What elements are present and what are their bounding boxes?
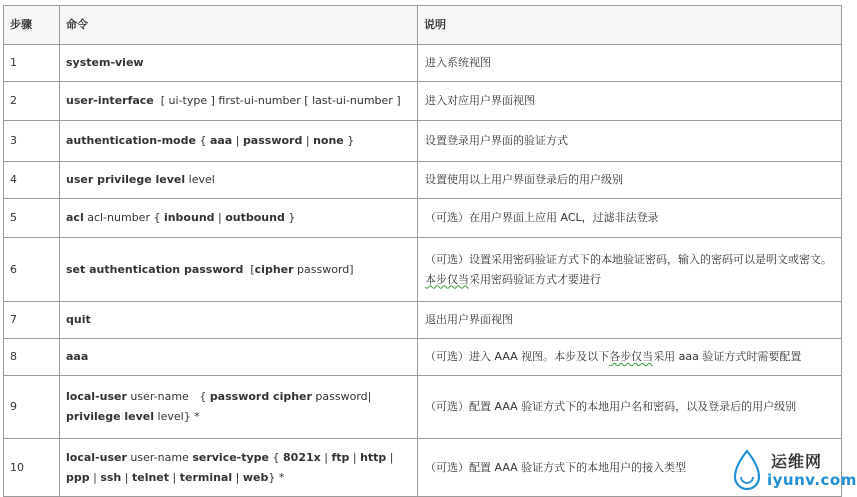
command-argument: user-name { [126, 390, 210, 403]
command-argument: } * [268, 470, 285, 484]
description-text: （可选）设置采用密码验证方式下的本地验证密码，输入的密码可以是明文或密文。 [425, 252, 832, 266]
command-argument: } [343, 134, 355, 147]
description-cell: 设置登录用户界面的验证方式 [418, 121, 842, 162]
command-keyword: inbound [163, 211, 215, 224]
watermark-text-cn: 运维网 [771, 452, 823, 471]
command-keyword: http [360, 450, 387, 464]
command-argument: | [349, 450, 361, 464]
command-keyword: ssh [100, 470, 122, 484]
table-row [4, 199, 842, 238]
command-keyword: 8021x [283, 450, 321, 464]
command-argument: | [302, 134, 314, 147]
step-cell: 3 [4, 121, 60, 162]
command-cell [60, 162, 418, 199]
description-cell: 设置使用以上用户界面登录后的用户级别 [418, 162, 842, 199]
command-keyword: ppp [66, 470, 90, 484]
description-text: （可选）进入 AAA 视图。本步及以下 [425, 350, 610, 363]
table-row [4, 376, 842, 439]
command-argument: | [232, 470, 243, 484]
description-cell: 进入对应用户界面视图 [418, 82, 842, 121]
command-keyword: none [313, 134, 344, 147]
command-cell [60, 376, 418, 439]
command-cell [60, 439, 418, 497]
command-keyword: authentication-mode [66, 134, 196, 147]
command-keyword: password [242, 134, 303, 147]
command-keyword: aaa [66, 350, 89, 363]
step-cell: 9 [4, 376, 60, 439]
description-text: 采用 aaa 验证方式时需要配置 [653, 350, 802, 363]
command-argument: | [386, 450, 397, 464]
table-row [4, 302, 842, 339]
command-argument: | [121, 470, 132, 484]
step-cell: 10 [4, 439, 60, 497]
command-argument: password| [311, 390, 375, 403]
command-keyword: user privilege level [66, 173, 186, 186]
command-argument: user-name [126, 450, 193, 464]
description-cell: 退出用户界面视图 [418, 302, 842, 339]
table-row [4, 162, 842, 199]
description-cell: 进入系统视图 [418, 45, 842, 82]
table-row [4, 439, 842, 497]
header-step: 步骤 [4, 6, 60, 45]
description-cell: （可选）配置 AAA 验证方式下的本地用户名和密码，以及登录后的用户级别 [418, 376, 842, 439]
command-argument: | [169, 470, 180, 484]
table-header-row [4, 6, 842, 45]
description-text: 本步仅当 [425, 272, 469, 286]
description-cell: （可选）配置 AAA 验证方式下的本地用户的接入类型 [418, 439, 842, 497]
command-keyword: aaa [209, 134, 233, 147]
command-argument: | [214, 211, 226, 224]
step-cell: 1 [4, 45, 60, 82]
description-text: 采用密码验证方式才要进行 [469, 272, 601, 286]
table-row [4, 238, 842, 302]
header-description: 说明 [418, 6, 842, 45]
command-keyword: system-view [66, 56, 144, 69]
command-keyword: user-interface [66, 94, 154, 107]
command-argument: | [89, 470, 101, 484]
command-keyword: cipher [254, 262, 294, 276]
command-keyword: privilege level [66, 410, 155, 423]
command-keyword: ftp [331, 450, 350, 464]
command-keyword: set authentication password [66, 262, 244, 276]
table-row [4, 121, 842, 162]
command-argument: acl-number { [83, 211, 164, 224]
command-argument: password] [293, 262, 354, 276]
step-cell: 6 [4, 238, 60, 302]
table-row [4, 339, 842, 376]
table-row [4, 82, 842, 121]
header-command: 命令 [60, 6, 418, 45]
command-table [3, 5, 842, 497]
command-keyword: telnet [131, 470, 170, 484]
command-argument: } [284, 211, 296, 224]
command-keyword: password cipher [209, 390, 312, 403]
command-argument: level} * [154, 410, 200, 423]
step-cell: 8 [4, 339, 60, 376]
watermark [729, 447, 857, 493]
description-cell: （可选）在用户界面上应用 ACL，过滤非法登录 [418, 199, 842, 238]
command-cell [60, 82, 418, 121]
command-argument: level [185, 173, 215, 186]
watermark-logo-icon [729, 447, 765, 491]
command-keyword: acl [66, 211, 84, 224]
description-cell [418, 339, 842, 376]
step-cell: 4 [4, 162, 60, 199]
command-argument: | [232, 134, 243, 147]
table-row [4, 45, 842, 82]
command-keyword: outbound [225, 211, 285, 224]
step-cell: 2 [4, 82, 60, 121]
command-argument: { [195, 134, 210, 147]
command-keyword: local-user [66, 390, 127, 403]
command-cell [60, 45, 418, 82]
command-keyword: quit [66, 313, 91, 326]
step-cell: 7 [4, 302, 60, 339]
step-cell: 5 [4, 199, 60, 238]
command-keyword: web [242, 470, 269, 484]
command-keyword: service-type [192, 450, 270, 464]
command-cell [60, 302, 418, 339]
command-cell [60, 339, 418, 376]
description-text: 各步仅当 [609, 350, 654, 363]
command-cell [60, 238, 418, 302]
description-cell [418, 238, 842, 302]
command-argument: | [320, 450, 332, 464]
command-cell [60, 199, 418, 238]
command-argument: { [269, 450, 284, 464]
command-argument: [ ui-type ] first-ui-number [ last-ui-number ] [153, 94, 401, 107]
command-cell [60, 121, 418, 162]
command-keyword: local-user [66, 450, 127, 464]
command-keyword: terminal [179, 470, 233, 484]
watermark-text-domain: iyunv.com [767, 471, 857, 489]
command-argument: [ [243, 262, 255, 276]
